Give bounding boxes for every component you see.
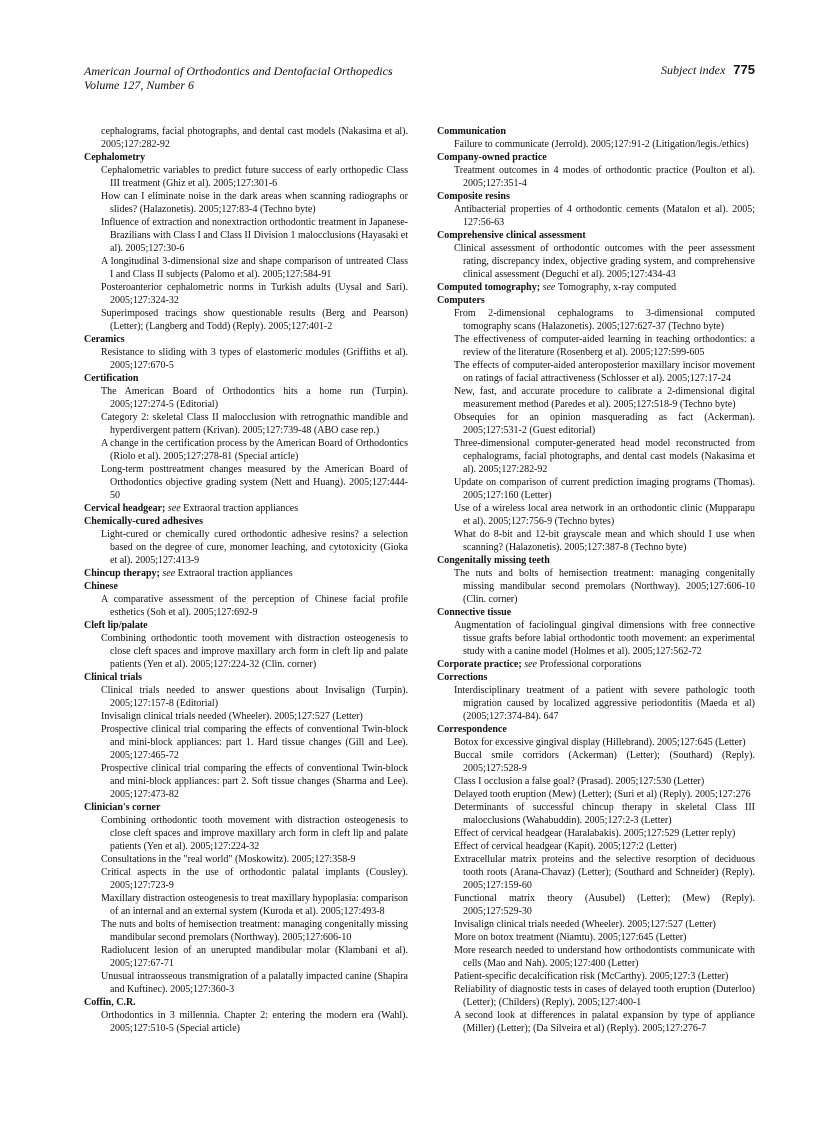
heading-term: Chemically-cured adhesives [84,516,203,527]
index-entry: More on botox treatment (Niamtu). 2005;127:645 (Letter) [454,932,687,943]
index-entry: The effects of computer-aided anteroposterior maxillary incisor movement on ratings of facial attractiveness (Schlosser et al). 2005;127:17-24 [454,360,755,384]
index-entry: Interdisciplinary treatment of a patient with severe pathologic tooth migration caused by localized aggressive periodontitis (Maeda et al) (2005;127:374-84). 647 [454,685,755,722]
index-entry: Reliability of diagnostic tests in cases of delayed tooth eruption (Duterloo) (Letter); (Childers) (Reply). 2005;127:400-1 [454,984,755,1008]
heading-term: Connective tissue [437,607,512,618]
heading-term: Corrections [437,672,488,683]
heading-term: Computed tomography; [437,282,541,293]
journal-title: American Journal of Orthodontics and Dentofacial Orthopedics [84,64,393,78]
index-heading [437,554,755,567]
index-entry: The effectiveness of computer-aided learning in teaching orthodontics: a review of the literature (Rosenberg et al). 2005;127:599-605 [454,334,755,358]
heading-term: Communication [437,126,506,137]
index-heading [437,723,755,736]
index-entry: Orthodontics in 3 millennia. Chapter 2: entering the modern era (Wahl). 2005;127:510-5 (Special article) [101,1010,408,1034]
heading-term: Cervical headgear; [84,503,166,514]
heading-term: Chincup therapy; [84,568,160,579]
index-entry: Combining orthodontic tooth movement with distraction osteogenesis to close cleft spaces and improve maxillary arch form in cleft lip and palate patients (Yen et al). 2005;127:224-32 (Clin. corner) [101,633,408,670]
index-entry: Invisalign clinical trials needed (Wheeler). 2005;127:527 (Letter) [101,711,363,722]
index-entry: Functional matrix theory (Ausubel) (Letter); (Mew) (Reply). 2005;127:529-30 [454,893,755,917]
index-entry: Cephalometric variables to predict future success of early orthopedic Class III treatment (Ghiz et al). 2005;127:301-6 [101,165,408,189]
heading-term: Ceramics [84,334,125,345]
see-reference-label: see [162,568,176,579]
index-entry: Patient-specific decalcification risk (McCarthy). 2005;127:3 (Letter) [454,971,729,982]
heading-term: Corporate practice; [437,659,522,670]
index-heading [437,151,755,164]
index-entry: Delayed tooth eruption (Mew) (Letter); (Suri et al) (Reply). 2005;127:276 [454,789,751,800]
index-entry: Clinical trials needed to answer questions about Invisalign (Turpin). 2005;127:157-8 (Editorial) [101,685,408,709]
index-entry: Augmentation of faciolingual gingival dimensions with free connective tissue grafts before labial orthodontic tooth movement: an experimental study with a canine model (Holmes et al). 2005;127:562-72 [454,620,755,657]
index-heading [84,333,408,346]
heading-term: Cleft lip/palate [84,620,148,631]
left-column [84,125,408,1035]
see-reference-target: Tomography, x-ray computed [557,282,677,293]
section-title: Subject index [660,63,726,77]
index-entry: What do 8-bit and 12-bit grayscale mean and which should I use when scanning? (Halazonetis). 2005;127:387-8 (Techno byte) [454,529,755,553]
index-heading [437,294,755,307]
index-heading [84,151,408,164]
index-entry: More research needed to understand how orthodontists communicate with cells (Mao and Nah). 2005;127:400 (Letter) [454,945,755,969]
index-entry: Long-term posttreatment changes measured by the American Board of Orthodontics objective grading system (Nett and Huang). 2005;127:444-50 [101,464,408,501]
heading-term: Clinical trials [84,672,143,683]
heading-term: Congenitally missing teeth [437,555,550,566]
index-entry: Failure to communicate (Jerrold). 2005;127:91-2 (Litigation/legis./ethics) [454,139,749,150]
heading-term: Chinese [84,581,118,592]
index-entry: The nuts and bolts of hemisection treatment: managing congenitally missing mandibular second premolars (Northway). 2005;127:606-10 [101,919,408,943]
see-reference-target: Professional corporations [539,659,642,670]
index-entry: Clinical assessment of orthodontic outcomes with the peer assessment rating, discrepancy index, objective grading system, and comprehensive clinical assessment (Deguchi et al). 2005;127:434-43 [454,243,755,280]
index-entry: Botox for excessive gingival display (Hillebrand). 2005;127:645 (Letter) [454,737,746,748]
index-heading [84,515,408,528]
index-entry: Invisalign clinical trials needed (Wheeler). 2005;127:527 (Letter) [454,919,716,930]
index-heading [84,580,408,593]
index-entry: From 2-dimensional cephalograms to 3-dimensional computed tomography scans (Halazonetis). 2005;127:627-37 (Techno byte) [454,308,755,332]
index-entry: New, fast, and accurate procedure to calibrate a 2-dimensional digital measurement method (Paredes et al). 2005;127:518-9 (Techno byte) [454,386,755,410]
index-entry: Prospective clinical trial comparing the effects of conventional Twin-block and mini-block appliances: part 1. Hard tissue changes (Gill and Lee). 2005;127:465-72 [101,724,408,761]
index-entry: Extracellular matrix proteins and the selective resorption of deciduous tooth roots (Arana-Chavaz) (Letter); (Southard and Schneider) (Reply). 2005;127:159-60 [454,854,755,891]
index-heading [84,671,408,684]
index-entry: Maxillary distraction osteogenesis to treat maxillary hypoplasia: comparison of an internal and an external system (Kuroda et al). 2005;127:493-8 [101,893,408,917]
index-entry: Unusual intraosseous transmigration of a palatally impacted canine (Shapira and Kuftinec). 2005;127:360-3 [101,971,408,995]
page-number: 775 [733,62,755,77]
heading-term: Clinician's corner [84,802,161,813]
index-entry: Effect of cervical headgear (Haralabakis). 2005;127:529 (Letter reply) [454,828,736,839]
heading-term: Composite resins [437,191,510,202]
index-entry: Buccal smile corridors (Ackerman) (Letter); (Southard) (Reply). 2005;127:528-9 [454,750,755,774]
see-reference-label: see [524,659,537,670]
heading-term: Company-owned practice [437,152,547,163]
volume-number: Volume 127, Number 6 [84,78,194,92]
heading-term: Coffin, C.R. [84,997,136,1008]
index-entry-continued: cephalograms, facial photographs, and dental cast models (Nakasima et al). 2005;127:282-92 [101,126,408,150]
index-entry: Determinants of successful chincup therapy in skeletal Class III malocclusions (Wahabuddin). 2005;127:2-3 (Letter) [454,802,755,826]
index-entry: A comparative assessment of the perception of Chinese facial profile esthetics (Soh et al). 2005;127:692-9 [101,594,408,618]
index-entry: A change in the certification process by the American Board of Orthodontics (Riolo et al). 2005;127:278-81 (Special article) [101,438,408,462]
see-reference-label: see [542,282,556,293]
index-entry: Light-cured or chemically cured orthodontic adhesive resins? a selection based on the degree of cure, monomer leaching, and cytotoxicity (Gioka et al). 2005;127:413-9 [101,529,408,566]
index-entry: Antibacterial properties of 4 orthodontic cements (Matalon et al). 2005; 127:56-63 [454,204,755,228]
index-entry: The nuts and bolts of hemisection treatment: managing congenitally missing mandibular second premolars (Northway). 2005;127:606-10 (Clin. corner) [454,568,755,605]
see-reference-target: Extraoral traction appliances [177,568,293,579]
heading-term: Comprehensive clinical assessment [437,230,586,241]
index-heading [437,190,755,203]
index-heading [84,801,408,814]
index-entry: Use of a wireless local area network in an orthodontic clinic (Mupparapu et al). 2005;127:756-9 (Techno bytes) [454,503,755,527]
index-entry: Obsequies for an opinion masquerading as fact (Ackerman). 2005;127:531-2 (Guest editorial) [454,412,755,436]
index-entry: Three-dimensional computer-generated head model reconstructed from cephalograms, facial photographs, and dental cast models (Nakasima et al). 2005;127:282-92 [454,438,755,475]
index-entry: Resistance to sliding with 3 types of elastomeric modules (Griffiths et al). 2005;127:670-5 [101,347,408,371]
index-entry: Superimposed tracings show questionable results (Berg and Pearson) (Letter); (Langberg and Todd) (Reply). 2005;127:401-2 [101,308,408,332]
index-entry: Radiolucent lesion of an unerupted mandibular molar (Klambani et al). 2005;127:67-71 [101,945,408,969]
heading-term: Correspondence [437,724,507,735]
index-entry: Combining orthodontic tooth movement with distraction osteogenesis to close cleft spaces and improve maxillary arch form in cleft lip and palate patients (Yen et al). 2005;127:224-32 [101,815,408,852]
index-entry: Category 2: skeletal Class II malocclusion with retrognathic mandible and hyperdivergent pattern (Krivan). 2005;127:739-48 (ABO case rep.) [101,412,408,436]
index-heading [437,229,755,242]
index-heading [84,567,408,580]
see-reference-target: Extraoral traction appliances [183,503,299,514]
heading-term: Computers [437,295,485,306]
index-entry: Influence of extraction and nonextraction orthodontic treatment in Japanese-Brazilians with Class I and Class II Division 1 malocclusions (Hayasaki et al). 2005;127:30-6 [101,217,409,254]
index-entry: Consultations in the "real world" (Moskowitz). 2005;127:358-9 [101,854,356,865]
index-entry: How can I eliminate noise in the dark areas when scanning radiographs or slides? (Halazonetis). 2005;127:83-4 (Techno byte) [101,191,408,215]
index-entry: Posteroanterior cephalometric norms in Turkish adults (Uysal and Sari). 2005;127:324-32 [101,282,408,306]
right-column [437,125,755,1035]
index-heading [84,619,408,632]
index-heading [84,996,408,1009]
index-entry: Class I occlusion a false goal? (Prasad). 2005;127:530 (Letter) [454,776,705,787]
index-entry: A second look at differences in palatal expansion by type of appliance (Miller) (Letter); (Da Silveira et al) (Reply). 2005;127:276-7 [454,1010,755,1034]
index-heading [84,372,408,385]
index-heading [84,502,408,515]
index-heading [437,671,755,684]
index-heading [437,125,755,138]
page-header-right [661,63,755,77]
running-header [84,64,393,92]
heading-term: Certification [84,373,139,384]
index-heading [437,281,755,294]
index-entry: Treatment outcomes in 4 modes of orthodontic practice (Poulton et al). 2005;127:351-4 [454,165,755,189]
index-entry: Critical aspects in the use of orthodontic palatal implants (Cousley). 2005;127:723-9 [101,867,408,891]
index-heading [437,606,755,619]
index-heading [437,658,755,671]
heading-term: Cephalometry [84,152,146,163]
index-entry: Prospective clinical trial comparing the effects of conventional Twin-block and mini-block appliances: part 2. Soft tissue changes (Sharma and Lee). 2005;127:473-82 [101,763,408,800]
see-reference-label: see [167,503,181,514]
index-entry: The American Board of Orthodontics hits a home run (Turpin). 2005;127:274-5 (Editorial) [101,386,408,410]
index-entry: Update on comparison of current prediction imaging programs (Thomas). 2005;127:160 (Letter) [454,477,755,501]
index-entry: Effect of cervical headgear (Kapit). 2005;127:2 (Letter) [454,841,677,852]
index-entry: A longitudinal 3-dimensional size and shape comparison of untreated Class I and Class II subjects (Palomo et al). 2005;127:584-91 [101,256,408,280]
